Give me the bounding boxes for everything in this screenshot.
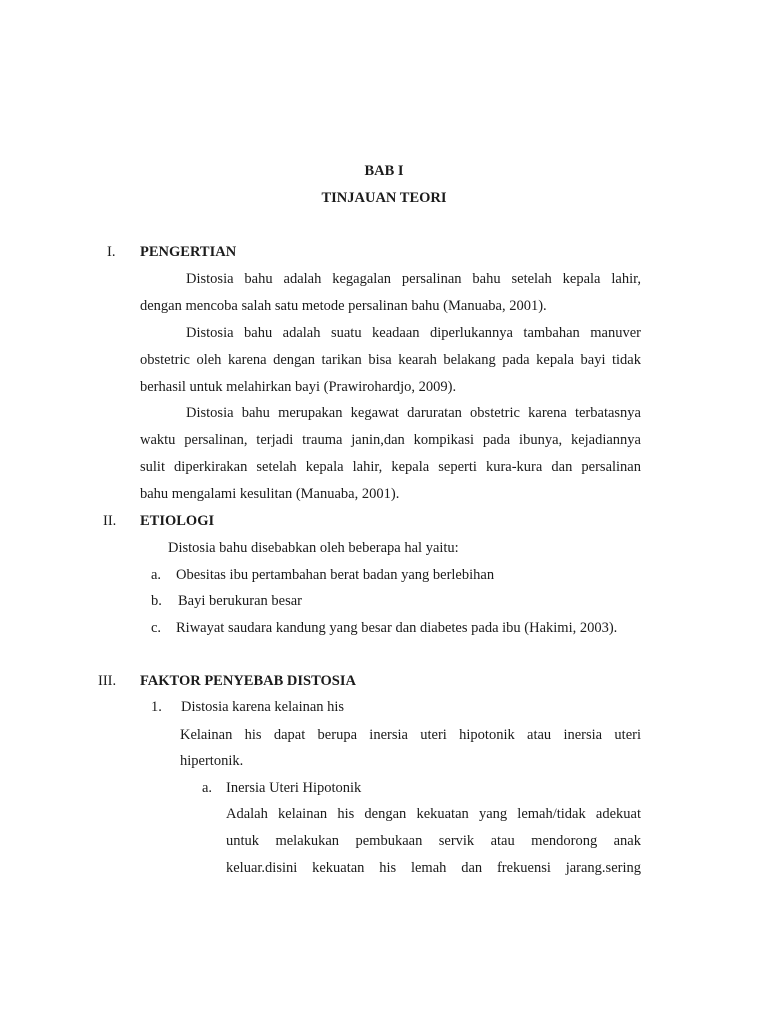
paragraph-line: untuk melakukan pembukaan servik atau mendorong anak — [226, 833, 641, 849]
list-marker: c. — [151, 620, 162, 636]
list-marker: b. — [151, 593, 162, 609]
paragraph-line: Adalah kelainan his dengan kekuatan yang lemah/tidak adekuat — [226, 806, 641, 822]
paragraph-line: Distosia bahu adalah suatu keadaan diperlukannya tambahan manuver — [186, 325, 641, 341]
paragraph-line: sulit diperkirakan setelah kepala lahir, kepala seperti kura-kura dan persalinan — [140, 459, 641, 475]
list-item: Riwayat saudara kandung yang besar dan diabetes pada ibu (Hakimi, 2003). — [176, 620, 618, 636]
section-3-heading: FAKTOR PENYEBAB DISTOSIA — [140, 673, 356, 689]
list-item: Bayi berukuran besar — [178, 593, 303, 609]
paragraph-line: dengan mencoba salah satu metode persalinan bahu (Manuaba, 2001). — [140, 298, 547, 314]
section-1-heading: PENGERTIAN — [140, 244, 237, 260]
chapter-subtitle: TINJAUAN TEORI — [321, 190, 447, 206]
list-marker: a. — [151, 567, 162, 583]
section-2-heading: ETIOLOGI — [140, 513, 215, 529]
section-2-intro: Distosia bahu disebabkan oleh beberapa hal yaitu: — [168, 540, 459, 556]
paragraph-line: hipertonik. — [180, 753, 244, 769]
paragraph-line: keluar.disini kekuatan his lemah dan frekuensi jarang.sering — [226, 860, 641, 876]
section-2-numeral: II. — [103, 513, 117, 529]
chapter-title: BAB I — [364, 163, 404, 179]
section-1-numeral: I. — [107, 244, 116, 260]
numbered-marker: 1. — [151, 699, 162, 715]
paragraph-line: waktu persalinan, terjadi trauma janin,dan kompikasi pada ibunya, kejadiannya — [140, 432, 641, 448]
paragraph-line: Kelainan his dapat berupa inersia uteri hipotonik atau inersia uteri — [180, 727, 641, 743]
sub-list-title: Inersia Uteri Hipotonik — [226, 780, 362, 796]
paragraph-line: obstetric oleh karena dengan tarikan bisa kearah belakang pada kepala bayi tidak — [140, 352, 641, 368]
numbered-item-title: Distosia karena kelainan his — [181, 699, 345, 715]
paragraph-line: bahu mengalami kesulitan (Manuaba, 2001). — [140, 486, 400, 502]
paragraph-line: Distosia bahu adalah kegagalan persalinan bahu setelah kepala lahir, — [186, 271, 641, 287]
list-item: Obesitas ibu pertambahan berat badan yang berlebihan — [176, 567, 495, 583]
section-3-numeral: III. — [98, 673, 117, 689]
paragraph-line: Distosia bahu merupakan kegawat daruratan obstetric karena terbatasnya — [186, 405, 641, 421]
paragraph-line: berhasil untuk melahirkan bayi (Prawirohardjo, 2009). — [140, 379, 457, 395]
sub-list-marker: a. — [202, 780, 213, 796]
